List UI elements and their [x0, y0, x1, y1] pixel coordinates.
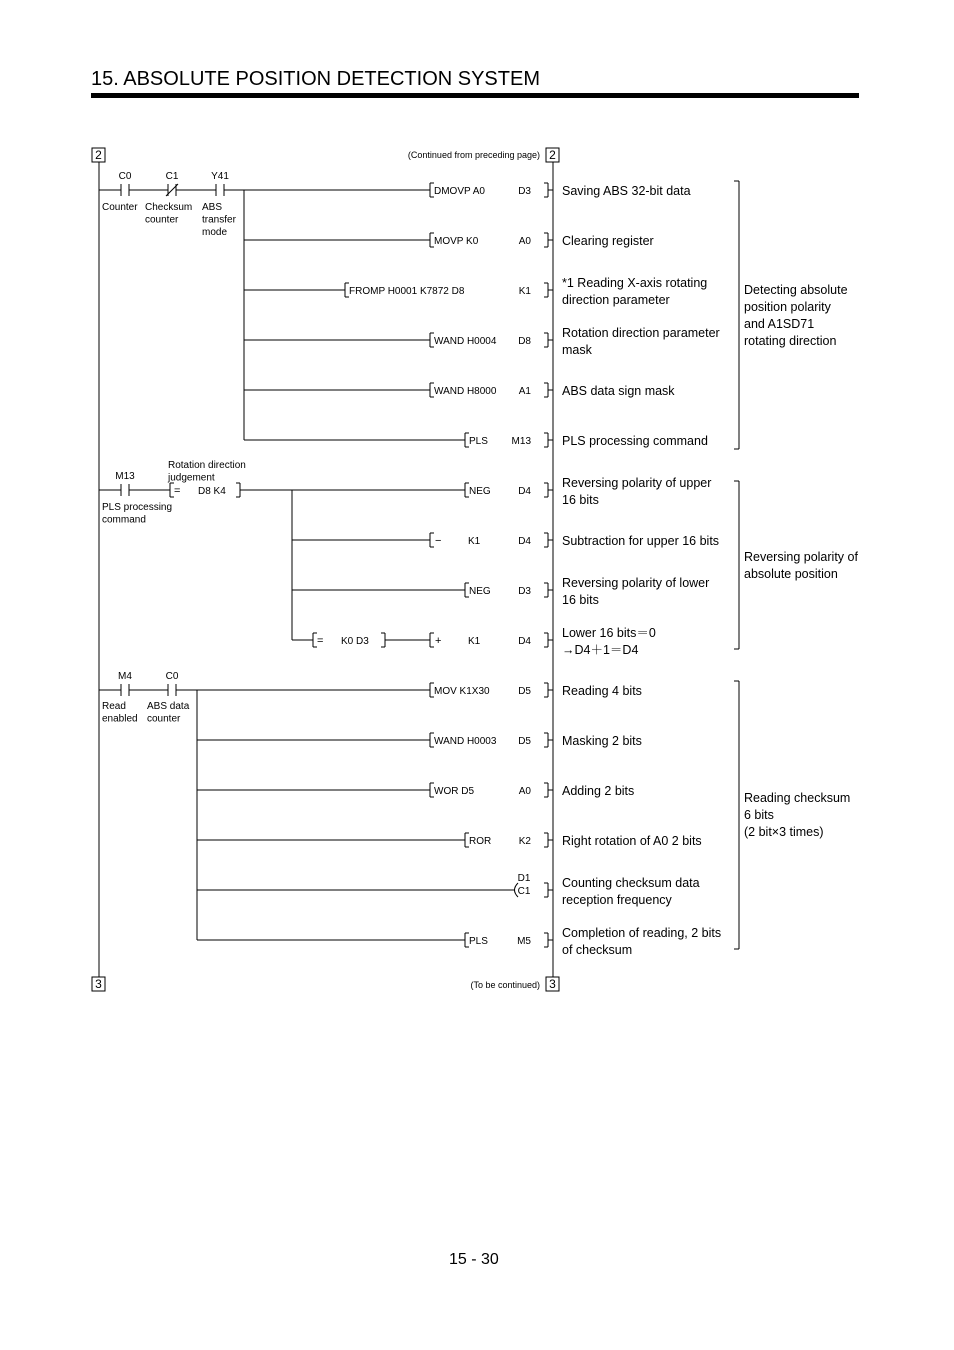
rung-r5-destination: A1 [518, 386, 531, 397]
contact-m13-comment: PLS processing [102, 502, 173, 513]
page-number: 15 - 30 [449, 1251, 499, 1268]
contact-m13-device: M13 [115, 471, 135, 482]
rung-r16-comment: of checksum [562, 943, 633, 957]
compare-2-operands: K0 D3 [341, 636, 369, 647]
rung-r7-destination: D4 [518, 486, 531, 497]
rung-r3-comment: direction parameter [562, 293, 670, 307]
compare-1-operands: D8 K4 [198, 486, 226, 497]
rung-r10-comment: Lower 16 bits＝0 [562, 626, 656, 640]
connector-bottom-left-label: 3 [95, 977, 102, 991]
continued-note: (To be continued) [470, 980, 540, 990]
rung-r4-comment: mask [562, 343, 592, 357]
group-2-text: Reversing polarity of [744, 550, 858, 564]
rung-r15-setting: D1 [517, 873, 531, 884]
group-1-text: Detecting absolute [744, 283, 848, 297]
rung-r13-instruction: WOR D5 [434, 786, 474, 797]
contact-c0b-comment: counter [147, 713, 181, 725]
compare-1-op: = [174, 485, 181, 497]
group-3-text: (2 bit×3 times) [744, 825, 824, 839]
contact-c0b-device: C0 [165, 671, 179, 682]
rung-r13-destination: A0 [518, 786, 531, 797]
rung-r8-comment: Subtraction for upper 16 bits [562, 534, 720, 548]
group-1-text: position polarity [744, 300, 831, 314]
compare-2-op: = [317, 635, 324, 647]
rung-r9-comment: Reversing polarity of lower [562, 576, 710, 590]
contact-m4-comment: enabled [102, 713, 138, 725]
rung-r7-instruction: NEG [469, 486, 491, 497]
rung-r7-comment: 16 bits [562, 493, 599, 507]
rung-r4-instruction: WAND H0004 [434, 336, 497, 347]
rung-r8-operand: K1 [468, 536, 481, 547]
rung-r11-instruction: MOV K1X30 [434, 686, 490, 697]
rung-r10-comment: →D4＋1＝D4 [562, 643, 639, 657]
rung-r9-comment: 16 bits [562, 593, 599, 607]
rung-r3-instruction: FROMP H0001 K7872 D8 [349, 286, 465, 297]
rung-r10-destination: D4 [518, 636, 531, 647]
rung-r15-destination: C1 [517, 886, 531, 897]
rung-r8-op: − [435, 535, 442, 547]
group-1-text: and A1SD71 [744, 317, 815, 331]
rung-r14-comment: Right rotation of A0 2 bits [562, 834, 702, 848]
rung-r9-destination: D3 [518, 586, 531, 597]
rung-r2-comment: Clearing register [562, 234, 654, 248]
contact-c0-comment: Counter [102, 202, 138, 213]
rung-r1-comment: Saving ABS 32-bit data [562, 184, 691, 198]
rung-r5-comment: ABS data sign mask [562, 384, 675, 398]
contact-m4-device: M4 [118, 671, 132, 682]
rung-r1-destination: D3 [518, 186, 531, 197]
rung-r16-destination: M5 [517, 936, 531, 947]
rung-r15-comment: Counting checksum data [562, 876, 700, 890]
rung-r12-comment: Masking 2 bits [562, 734, 642, 748]
rung-r8-destination: D4 [518, 536, 531, 547]
rung-r11-destination: D5 [518, 686, 531, 697]
contact-c0b-comment: ABS data [147, 701, 190, 712]
connector-bottom-right-label: 3 [549, 977, 556, 991]
compare-1-note: judgement [168, 472, 215, 484]
rung-r12-destination: D5 [518, 736, 531, 747]
contact-c1-comment: Checksum [145, 202, 193, 213]
contact-y41-device: Y41 [211, 171, 229, 182]
connector-top-left-label: 2 [95, 148, 102, 162]
group-3-text: 6 bits [744, 808, 774, 822]
rung-r2-instruction: MOVP K0 [434, 236, 479, 247]
contact-y41-comment: mode [202, 227, 228, 238]
contact-c1-comment: counter [145, 214, 179, 226]
rung-r10-operand: K1 [468, 636, 481, 647]
rung-r10-op: + [435, 635, 442, 647]
group-1-text: rotating direction [744, 334, 837, 348]
page-title: 15. ABSOLUTE POSITION DETECTION SYSTEM [91, 68, 540, 90]
rung-r6-comment: PLS processing command [562, 434, 708, 448]
group-3-text: Reading checksum [744, 791, 851, 805]
rung-r12-instruction: WAND H0003 [434, 736, 497, 747]
compare-1-note: Rotation direction [168, 460, 246, 471]
continued-note: (Continued from preceding page) [407, 150, 540, 160]
contact-y41-comment: transfer [202, 214, 236, 226]
group-2-text: absolute position [744, 567, 838, 581]
rung-r15-comment: reception frequency [562, 893, 672, 907]
rung-r1-instruction: DMOVP A0 [434, 186, 485, 197]
rung-r11-comment: Reading 4 bits [562, 684, 642, 698]
rung-r4-destination: D8 [518, 336, 531, 347]
contact-c0-device: C0 [118, 171, 132, 182]
rung-r3-comment: *1 Reading X-axis rotating [562, 276, 708, 290]
connector-top-right-label: 2 [549, 148, 556, 162]
rung-r14-destination: K2 [518, 836, 531, 847]
rung-r13-comment: Adding 2 bits [562, 784, 635, 798]
contact-y41-comment: ABS [202, 202, 223, 213]
rung-r2-destination: A0 [518, 236, 531, 247]
rung-r4-comment: Rotation direction parameter [562, 326, 720, 340]
contact-m4-comment: Read [102, 701, 126, 712]
rung-r6-instruction: PLS [469, 436, 488, 447]
rung-r16-comment: Completion of reading, 2 bits [562, 926, 722, 940]
rung-r9-instruction: NEG [469, 586, 491, 597]
rung-r6-destination: M13 [511, 436, 531, 447]
rung-r5-instruction: WAND H8000 [434, 386, 497, 397]
rung-r3-destination: K1 [518, 286, 531, 297]
rung-r14-instruction: ROR [469, 836, 492, 847]
contact-c1-device: C1 [165, 171, 179, 182]
contact-m13-comment: command [102, 514, 146, 526]
rung-r16-instruction: PLS [469, 936, 488, 947]
rung-r7-comment: Reversing polarity of upper [562, 476, 712, 490]
